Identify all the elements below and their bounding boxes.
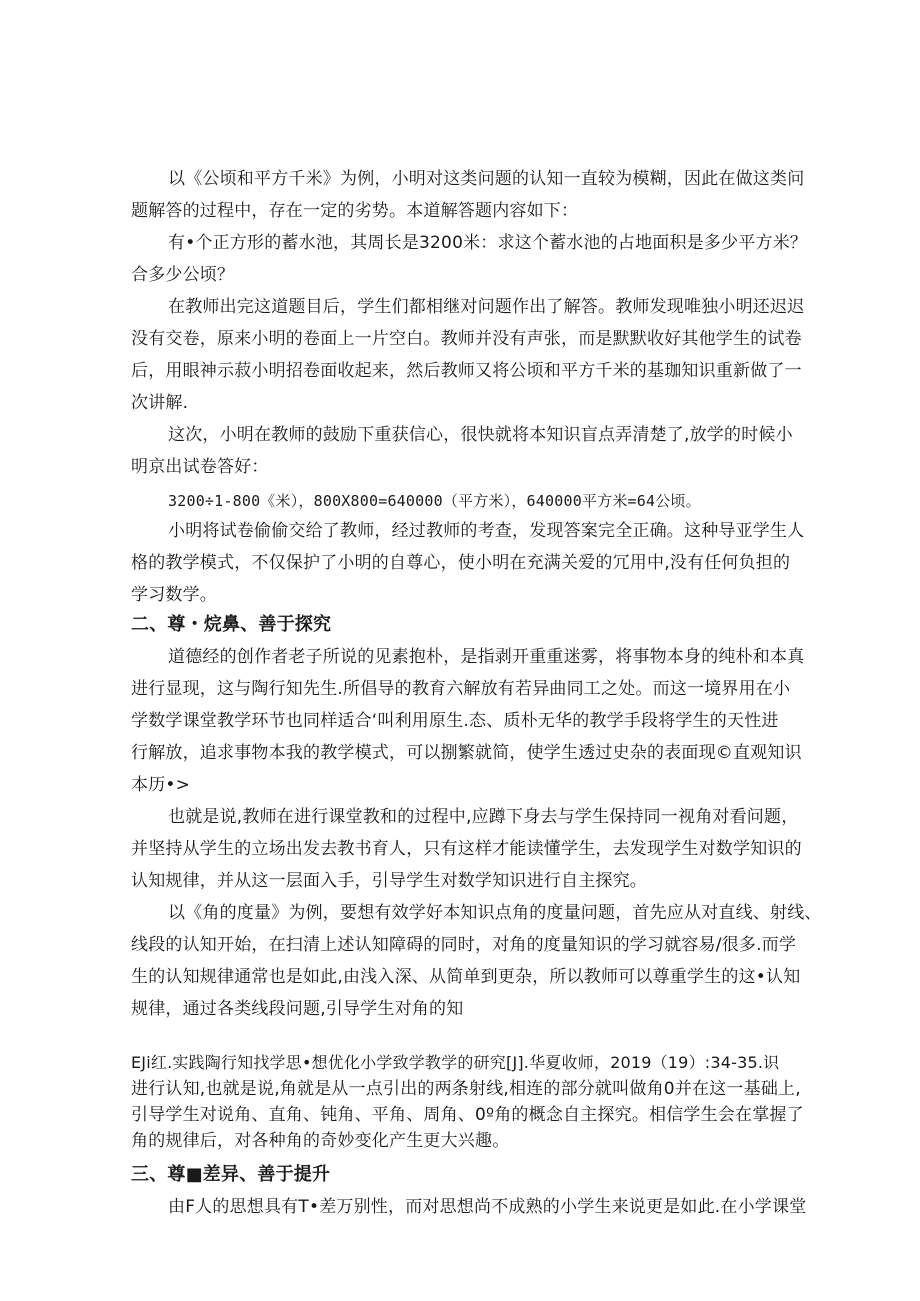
paragraph-2-line-3: 后，用眼神示菽小明招卷面收起来，然后教师又将公顷和平方千米的基珈知识重新做了一 [131,361,802,381]
paragraph-4-line-1: 小明将试卷偷偷交给了教师，经过教师的考查，发现答案完全正确。这种导亚学生人 [168,521,805,541]
paragraph-7-line-3: 生的认知规律通常也是如此,由浅入深、从简单到更杂，所以教师可以尊重学生的这•认知 [131,967,801,987]
paragraph-7-line-1: 以《角的度量》为例，要想有效学好本知识点角的度量问题，首先应从对直线、射线、 [168,903,822,923]
paragraph-7-line-2: 线段的认知开始，在扫清上述认知障碍的同时，对角的度量知识的学习就容易/很多.而学 [131,935,797,955]
paragraph-9-line-1: 由F人的思想具有T•差万别性，而对思想尚不成熟的小学生来说更是如此.在小学课堂 [168,1197,807,1217]
paragraph-6-line-2: 并坚持从学生的立场出发去教书育人，只有这样才能读懂学生，去发现学生对数学知识的 [131,839,802,859]
paragraph-8-line-3: 角的规律后，对各种角的奇妙变化产生更大兴趣。 [131,1131,510,1151]
paragraph-3-line-1: 这次，小明在教师的鼓励下重获信心，很快就将本知识盲点弄清楚了,放学的时候小 [168,425,793,445]
paragraph-4-line-3: 学习数学。 [131,585,217,605]
paragraph-3-line-2: 明京出试卷答好： [131,457,269,477]
paragraph-5-line-4: 行解放，追求事物本我的教学模式，可以捌繁就简，使学生透过史杂的表面现©直观知识 [131,743,802,763]
paragraph-6-line-1: 也就是说,教师在进行课堂教和的过程中,应蹲下身去与学生保持同一视角对看问题， [168,807,799,827]
paragraph-5-line-1: 道德经的创作者老子所说的见素抱朴，是指剥开重重迷雾，将事物本身的纯朴和本真 [168,647,805,667]
paragraph-5-line-5: 本历•> [131,775,191,795]
paragraph-6-line-3: 认知规律，并从这一层面入手，引导学生对数学知识进行自主探究。 [131,871,647,891]
paragraph-5-line-2: 进行显现，这与陶行知先生.所倡导的教育六解放有若异曲同工之处。而这一境界用在小 [131,679,791,699]
paragraph-2-line-2: 没有交卷，原来小明的卷面上一片空白。教师并没有声张，而是默默收好其他学生的试卷 [131,329,802,349]
paragraph-1-line-2: 题解答的过程中，存在一定的劣势。本道解答题内容如下： [131,201,579,221]
paragraph-7-line-4: 规律，通过各类线段问题,引导学生对角的知 [131,999,464,1019]
paragraph-4-line-2: 格的教学模式，不仅保护了小明的自尊心，使小明在充满关爱的冗用中,没有任何负担的 [131,553,791,573]
paragraph-2-line-1: 在教师出完这道题目后，学生们都相继对问题作出了解答。教师发现唯独小明还迟迟 [168,297,805,317]
question-line-1: 有•个正方形的蓄水池，其周长是3200米：求这个蓄水池的占地面积是多少平方米？ [168,233,808,253]
answer-line: 3200÷1-800《米），800X800=640000（平方米），640000平方米=64公顷。 [168,492,701,510]
paragraph-5-line-3: 学数学课堂教学环节也同样适合‘叫利用原生.态、质朴无华的教学手段将学生的天性进 [131,711,779,731]
section-heading-3: 三、尊■差异、善于提升 [131,1164,331,1185]
paragraph-2-line-4: 次讲解. [131,393,189,413]
section-heading-2: 二、尊・烷鼻、善于探究 [131,614,332,635]
footnote: EJi红.实践陶行知找学思•想优化小学致学教学的研究[J].华夏收师，2019（19）:34-35.识 [131,1053,780,1072]
paragraph-8-line-1: 进行认知,也就是说,角就是从一点引出的两条射线,相连的部分就叫做角0并在这一基础上, [131,1079,801,1099]
paragraph-8-line-2: 引导学生对说角、直角、钝角、平角、周角、0º角的概念自主探究。相信学生会在掌握了 [131,1105,804,1125]
question-line-2: 合多少公顷？ [131,265,235,285]
paragraph-1-line-1: 以《公顷和平方千米》为例，小明对这类问题的认知一直较为模糊，因此在做这类问 [168,169,805,189]
